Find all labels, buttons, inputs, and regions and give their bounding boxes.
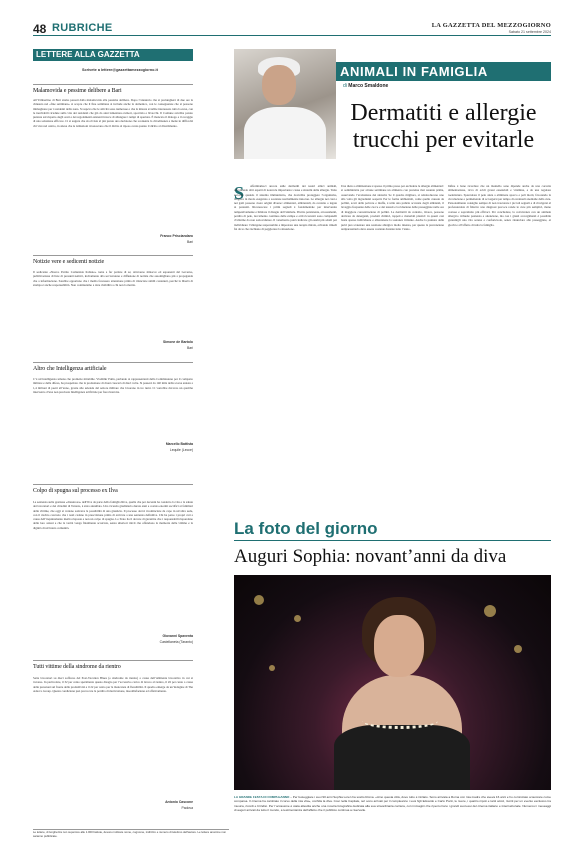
subject-face — [374, 615, 424, 677]
page-header — [33, 22, 551, 36]
portrait-coat — [244, 107, 326, 159]
letter-signature: Antonio Cascone — [165, 800, 193, 804]
article-column: offermiamoci ancora sulle dermatiti dei nostri amici animali, affrontando altri aspetti di notevole importanza: cause e sintomi delle allergie. Tutto succede quando il sistema immunitario, che dovrebbe proteggere l’organismo, reagisce in modo esagerato a sostanze normalmente innocue. Le allergie nei cani e nei gatti possono avere origini diverse: alimentari, ambientali, da contatto o legate ai parassiti. Riconoscere i primi segnali è fondamentale per intervenire tempestivamente e limitare il disagio dell’animale. Prurito persistente, arrossamenti, perdita di pelo, leccamento continuo delle zampe e otiti ricorrenti sono campanelli d’allarme da non sottovalutare. Il veterinario potrà indicare gli esami più adatti per individuare l’allergene responsabile e impostare una terapia mirata, evitando rimedi fai da te che rischiano di peggiorare la situazione. — [234, 184, 337, 231]
divider — [33, 362, 193, 363]
letter-signature: Giovanni Spaventa — [162, 634, 193, 638]
letter-body: C’è un’intelligenza umana che promette mirabilie. Vladimir Putin, parlando ai rappresentanti della Commissione per il comparto militare e della difesa, ha prospettato che la produzione di droni crescerà di dieci volte. Si passerà da 140 mila della scorsa annata a 1,4 milioni di pezzi all’anno, grazie alle aziende del settore militare che lavorano in tre turni. Ci vorrebbe davvero un qualche intervento d’una non precisata Intelligenza artificiale per fare rinsavire. — [33, 377, 193, 394]
letter-title: Tutti vittime della sindrome da rientro — [33, 664, 121, 670]
letter-title: Notizie vere e sedicenti notizie — [33, 259, 105, 265]
letters-email[interactable]: Scrivete a lettere@gazzettamezzogiorno.it — [82, 68, 158, 72]
letter-title: Altro che Intelligenza artificiale — [33, 366, 107, 372]
bokeh-light — [514, 645, 522, 653]
section-name: RUBRICHE — [52, 22, 113, 34]
letter-location: Bari — [186, 240, 193, 244]
page-number: 48 — [33, 22, 47, 36]
divider — [33, 84, 193, 85]
article-headline: Dermatiti e allergie trucchi per evitarle — [350, 100, 537, 153]
bokeh-light — [294, 615, 301, 622]
letter-body: All’Umbertino di Bari siamo passati dalla malamovida alla pessima delibera. Dopo l’annuncio che si prolungherà di due ore la chiusura nel «fine settimana» si scopre che il fine settimana si include anche la domenica, con le conseguenze che si possono immaginare per i residenti della zona. Si sapeva che le attività sono numerose e che la misura avrebbe interessato tutta la zona, con le inevitabili ricadute sulla vita dei residenti che già da anni lamentano rumori, sporcizia e bivacchi. Il Comune avrebbe potuto puntare sul rispetto degli orari e dei regolamenti esistenti invece di allungare i tempi di apertura. È mancato il dialogo e il coraggio di una soluzione efficace. Ci si augura che sia rivista al più presto una decisione che scontenta la cittadinanza e mette in difficoltà chi vive nel centro, in attesa che le istituzioni riconoscano che il diritto al riposo conta quanto il diritto al divertimento. — [33, 98, 193, 128]
subject-dress — [334, 725, 470, 790]
bokeh-light — [269, 665, 275, 671]
author-portrait — [234, 49, 336, 159]
letter-title: Colpo di spugna sul processo ex Ilva — [33, 488, 118, 494]
bokeh-light — [254, 595, 264, 605]
article-column: Una dieta a eliminazione è spesso il primo passo per escludere le allergie alimentari: si somministra per alcune settimane un alimento con proteine mai assunte prima, osservando l’evoluzione dei sintomi. Se il quadro migliora, si reintroducono uno alla volta gli ingredienti sospetti. Per le forme ambientali, come quelle causate da pollini, acari della polvere e muffe, è utile una pulizia accurata degli ambienti, il lavaggio frequente delle cucce e dei tessuti e la riduzione delle passeggiate nelle ore di maggiore concentrazione di pollini. Le dermatiti da contatto, invece, possono derivare da detergenti, prodotti chimici, tappeti o materiali plastici: in questi casi basta spesso individuare e allontanare la sostanza irritante. Anche la puntura delle pulci può scatenare una reazione allergica molto intensa, per questo la prevenzione antiparassitaria deve essere costante durante tutto l’anno. — [341, 184, 444, 231]
letter-location: Castellaneta (Taranto) — [159, 640, 193, 644]
letter-title: Malamovida e pessime delibere a Bari — [33, 88, 122, 94]
letter-signature: Simone de Bartolo — [163, 340, 193, 344]
photo-headline: Auguri Sophia: novant’anni da diva — [234, 546, 507, 567]
drop-cap: S — [234, 183, 245, 203]
letter-body: La sentenza sulla gestione «disastrosa» dell’Ilva da parte della famiglia Riva, quella che per decenni ha condotto la vita e la salute dei lavoratori e dei cittadini di Taranto, è stata annullata. Una vicenda giudiziaria durata anni e costata enormi sacrifici ai familiari delle vittime, che oggi si vedono sottrarre la possibilità di una giustizia. Il processo dovrà ricominciare da capo in un’altra sede, con il rischio concreto che i reati cadano in prescrizione prima di arrivare a una sentenza definitiva. Chi ha perso i propri cari a causa dell’inquinamento merita risposte e non un colpo di spugna. Lo Stato ha il dovere di garantire che i responsabili rispondano delle loro azioni e che la verità venga finalmente accertata, senza ulteriori rinvii che offendono la memoria delle vittime e la dignità di un’intera comunità. — [33, 500, 193, 530]
divider — [33, 660, 193, 661]
divider — [234, 540, 551, 541]
portrait-face — [262, 65, 296, 105]
byline — [343, 83, 388, 89]
photo-caption — [234, 795, 551, 812]
letter-body: Sette lavoratori su dieci soffrono del Post-Vacation Blues (o sindrome da rientro) a causa dell’ambiente lavorativo in cui si trovano. In particolare, il 32 per cento sperimenta questo disagio per l’eccessivo carico di lavoro al rientro, il 26 per cento a causa delle pressioni sul fronte della produttività e il 22 per cento per la mancanza di flessibilità. Il quadro emerge da un’indagine di The Adecco Group. Questa condizione può provocare la perdita di motivazione, insoddisfazione ed affaticamento. — [33, 676, 193, 693]
caption-body: – Per festeggiare i suoi 90 anni Sophia Loren ha scelto Roma. «Amo questa città, dove tutto è iniziato. Sono arrivata a Roma con mia madre che aveva 16 anni e ho cominciato a lavorare come comparsa. Il cinema ha cambiato il corso della mia vita», confida la diva. Così nella Capitale, ieri sono arrivati per il compleanno i suoi figli Edoardo e Carlo Ponti, le nuore, i quattro nipoti e tanti amici, riuniti per un evento esclusivo tra musica, ricordi e brindisi. Per l’occasione è stata allestita anche una mostra fotografica dedicata alla sua straordinaria carriera, con immagini che ripercorrono i grandi successi del cinema italiano e internazionale. Numerosi i messaggi di auguri arrivati da tutto il mondo, a testimonianza dell’affetto che il pubblico continua a riservarle. — [234, 795, 551, 812]
column-section-bar: ANIMALI IN FAMIGLIA — [336, 62, 551, 81]
letter-location: Bari — [186, 346, 193, 350]
divider — [33, 255, 193, 256]
subject-necklace — [362, 713, 438, 729]
divider — [33, 484, 193, 485]
article-column: Infine è bene ricordare che un mantello sano dipende anche da una corretta alimentazione, ricca di acidi grassi essenziali e vitamine, e da una regolare toelettatura. Spazzolare il pelo aiuta a eliminare sporco e peli morti, favorendo la circolazione e permettendo di accorgersi per tempo di eventuali anomalie della cute. Personalmente consiglio sempre di non trascurare i piccoli segnali e di rivolgersi al professionista di fiducia: una diagnosi precoce rende le cure più semplici, meno costose e soprattutto più efficaci. Per concludere, la convivenza con un animale allergico richiede pazienza e attenzione, ma con i giusti accorgimenti è possibile garantirgli una vita serena e confortevole, senza rinunciare alle passeggiate, ai giochi e all’affetto di tutta la famiglia. — [448, 184, 551, 227]
letter-signature: Franco Prisciandaro — [160, 234, 193, 238]
letter-body: Il sedicente «Nuovo Partito Comunista Italiano» torna a far parlare di sé, attraverso minacce ed esponenti del Governo, pubblicazione di liste di presunti nemici, incitamento alla sovversione e diffusione di notizie che assomigliano più a propaganda che a informazione. Sarebbe opportuno che i media facessero attenzione prima di rilanciare simili contenuti, perché la libertà di stampa è anche responsabilità. Non continuiamo a dare visibilità a chi non la merita. — [33, 270, 193, 287]
letter-location: Padova — [181, 806, 193, 810]
issue-date: Sabato 21 settembre 2024 — [508, 30, 551, 34]
letters-footnote: Le lettere, di lunghezza non superiore alle 1.000 battute, devono indicare nome, cognome, indirizzo e numero di telefono dell’autore. Le lettere anonime non saranno pubblicate. — [33, 829, 229, 838]
newspaper-name: LA GAZZETTA DEL MEZZOGIORNO — [431, 22, 551, 29]
bokeh-light — [484, 605, 496, 617]
photo-sophia-loren — [234, 575, 551, 790]
caption-lead: LA GRANDE FESTA DI COMPLEANNO — [234, 795, 290, 799]
photo-section-title: La foto del giorno — [234, 519, 378, 538]
byline-prefix: di — [343, 83, 347, 89]
letter-signature: Marcello Battista — [165, 442, 193, 446]
letters-section-bar: LETTERE ALLA GAZZETTA — [33, 49, 193, 61]
letter-location: Lequile (Lecce) — [169, 448, 193, 452]
author-name: Marco Smaldone — [348, 83, 389, 89]
